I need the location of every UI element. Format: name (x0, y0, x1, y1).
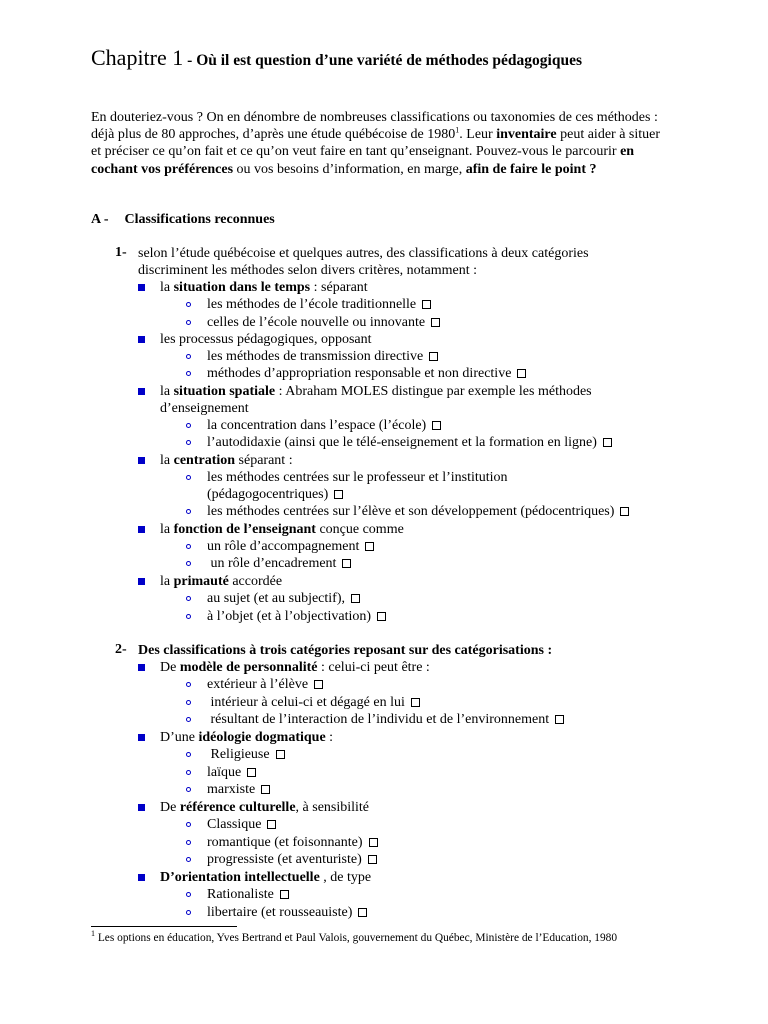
circle-bullet (186, 682, 191, 687)
intro-paragraph (91, 109, 671, 178)
intro-text-2: . Leur (459, 127, 497, 143)
checkbox-icon[interactable] (314, 680, 323, 689)
footnote-marker: 1 (91, 929, 95, 939)
circle-bullet (186, 770, 191, 775)
checkbox-item[interactable]: un rôle d’accompagnement (207, 538, 374, 555)
item-2-title: Des classifications à trois catégories reposant sur des catégorisations : (138, 643, 553, 658)
checkbox-icon[interactable] (377, 612, 386, 621)
item-1-line-2: discriminent les méthodes selon divers critères, notamment : (138, 263, 478, 278)
checkbox-icon[interactable] (280, 890, 289, 899)
circle-bullet (186, 509, 191, 514)
checkbox-item[interactable]: l’autodidaxie (ainsi que le télé-enseignement et la formation en ligne) (207, 434, 612, 451)
checkbox-icon[interactable] (276, 750, 285, 759)
circle-bullet (186, 752, 191, 757)
checkbox-item[interactable]: au sujet (et au subjectif), (207, 590, 360, 607)
checkbox-item[interactable]: marxiste (207, 781, 270, 798)
intro-text-4: ou vos besoins d’information, en marge, (233, 161, 466, 177)
intro-bold-2: en cochant vos préférences (91, 144, 635, 177)
circle-bullet (186, 440, 191, 445)
section-a-heading (91, 212, 275, 228)
checkbox-icon[interactable] (368, 855, 377, 864)
square-bullet (138, 526, 145, 533)
group-primaute: la primauté accordée (160, 574, 283, 589)
checkbox-item[interactable]: les méthodes centrées sur l’élève et son développement (pédocentriques) (207, 503, 629, 520)
item-1-line-1: selon l’étude québécoise et quelques autres, des classifications à deux catégories (138, 246, 589, 261)
checkbox-icon[interactable] (431, 318, 440, 327)
checkbox-icon[interactable] (429, 352, 438, 361)
square-bullet (138, 874, 145, 881)
checkbox-icon[interactable] (555, 715, 564, 724)
checkbox-item-text: les méthodes centrées sur le professeur et l’institution (207, 470, 508, 485)
checkbox-item[interactable]: résultant de l’interaction de l’individu et de l’environnement (207, 711, 564, 728)
circle-bullet (186, 822, 191, 827)
chapter-number: Chapitre 1 (91, 45, 184, 70)
circle-bullet (186, 423, 191, 428)
checkbox-item[interactable]: (pédagogocentriques) (207, 486, 343, 503)
item-2-number: 2- (115, 642, 127, 657)
checkbox-item[interactable]: les méthodes de l’école traditionnelle (207, 296, 431, 313)
checkbox-icon[interactable] (261, 785, 270, 794)
checkbox-item[interactable]: Classique (207, 816, 276, 833)
checkbox-icon[interactable] (517, 369, 526, 378)
circle-bullet (186, 475, 191, 480)
checkbox-item[interactable]: celles de l’école nouvelle ou innovante (207, 314, 440, 331)
circle-bullet (186, 910, 191, 915)
group-modele-personnalite: De modèle de personnalité : celui-ci peut être : (160, 660, 430, 675)
group-reference-culturelle: De référence culturelle, à sensibilité (160, 800, 370, 815)
circle-bullet (186, 596, 191, 601)
checkbox-item[interactable]: extérieur à l’élève (207, 676, 323, 693)
circle-bullet (186, 787, 191, 792)
checkbox-icon[interactable] (411, 698, 420, 707)
square-bullet (138, 388, 145, 395)
checkbox-icon[interactable] (342, 559, 351, 568)
checkbox-item[interactable]: intérieur à celui-ci et dégagé en lui (207, 694, 420, 711)
circle-bullet (186, 302, 191, 307)
circle-bullet (186, 354, 191, 359)
footnote (91, 931, 671, 945)
square-bullet (138, 578, 145, 585)
checkbox-item[interactable]: romantique (et foisonnante) (207, 834, 378, 851)
checkbox-item[interactable]: la concentration dans l’espace (l’école) (207, 417, 441, 434)
circle-bullet (186, 320, 191, 325)
circle-bullet (186, 614, 191, 619)
chapter-title (91, 45, 582, 71)
group-situation-temps: la situation dans le temps : séparant (160, 280, 368, 295)
checkbox-icon[interactable] (351, 594, 360, 603)
footnote-text: Les options en éducation, Yves Bertrand et Paul Valois, gouvernement du Québec, Ministère de l’Education, 1980 (95, 932, 618, 944)
square-bullet (138, 457, 145, 464)
section-a-title: Classifications reconnues (124, 212, 275, 227)
checkbox-icon[interactable] (432, 421, 441, 430)
checkbox-icon[interactable] (267, 820, 276, 829)
group-fonction-enseignant: la fonction de l’enseignant conçue comme (160, 522, 404, 537)
checkbox-icon[interactable] (334, 490, 343, 499)
intro-bold-3: afin de faire le point ? (465, 161, 597, 177)
checkbox-item[interactable]: laïque (207, 764, 256, 781)
chapter-subtitle: Où il est question d’une variété de méthodes pédagogiques (196, 52, 582, 69)
intro-text-3: peut aider à situer et préciser ce qu’on fait et ce qu’on veut faire en tant qu’enseignant. Pouvez-vous le parcourir (91, 127, 661, 160)
circle-bullet (186, 371, 191, 376)
checkbox-item[interactable]: Religieuse (207, 746, 285, 763)
square-bullet (138, 734, 145, 741)
checkbox-item[interactable]: méthodes d’appropriation responsable et non directive (207, 365, 526, 382)
circle-bullet (186, 717, 191, 722)
checkbox-item[interactable]: Rationaliste (207, 886, 289, 903)
checkbox-icon[interactable] (620, 507, 629, 516)
group-processus: les processus pédagogiques, opposant (160, 332, 372, 347)
circle-bullet (186, 561, 191, 566)
checkbox-icon[interactable] (365, 542, 374, 551)
checkbox-icon[interactable] (358, 908, 367, 917)
group-centration: la centration séparant : (160, 453, 293, 468)
intro-text-1: En douteriez-vous ? On en dénombre de nombreuses classifications ou taxonomies de ces méthodes : déjà plus de 80 approches, d’après une étude québécoise de 1980 (91, 110, 658, 143)
checkbox-item[interactable]: un rôle d’encadrement (207, 555, 351, 572)
checkbox-item[interactable]: progressiste (et aventuriste) (207, 851, 377, 868)
group-orientation-intellectuelle: D’orientation intellectuelle , de type (160, 870, 372, 885)
checkbox-icon[interactable] (422, 300, 431, 309)
circle-bullet (186, 892, 191, 897)
group-ideologie: D’une idéologie dogmatique : (160, 730, 334, 745)
section-a-label: A - (91, 212, 109, 227)
group-situation-spatiale-cont: d’enseignement (160, 401, 249, 416)
circle-bullet (186, 840, 191, 845)
checkbox-icon[interactable] (247, 768, 256, 777)
group-situation-spatiale: la situation spatiale : Abraham MOLES distingue par exemple les méthodes (160, 384, 592, 399)
intro-bold-1: inventaire (496, 127, 557, 143)
circle-bullet (186, 857, 191, 862)
square-bullet (138, 804, 145, 811)
footnote-separator (91, 926, 237, 927)
square-bullet (138, 664, 145, 671)
circle-bullet (186, 544, 191, 549)
checkbox-icon[interactable] (369, 838, 378, 847)
checkbox-item[interactable]: les méthodes de transmission directive (207, 348, 438, 365)
square-bullet (138, 284, 145, 291)
square-bullet (138, 336, 145, 343)
checkbox-item[interactable]: libertaire (et rousseauiste) (207, 904, 367, 921)
title-dash: - (183, 52, 197, 69)
checkbox-item[interactable]: à l’objet (et à l’objectivation) (207, 608, 386, 625)
circle-bullet (186, 700, 191, 705)
checkbox-icon[interactable] (603, 438, 612, 447)
footnote-ref[interactable]: 1 (455, 125, 460, 135)
item-1-number: 1- (115, 245, 127, 260)
